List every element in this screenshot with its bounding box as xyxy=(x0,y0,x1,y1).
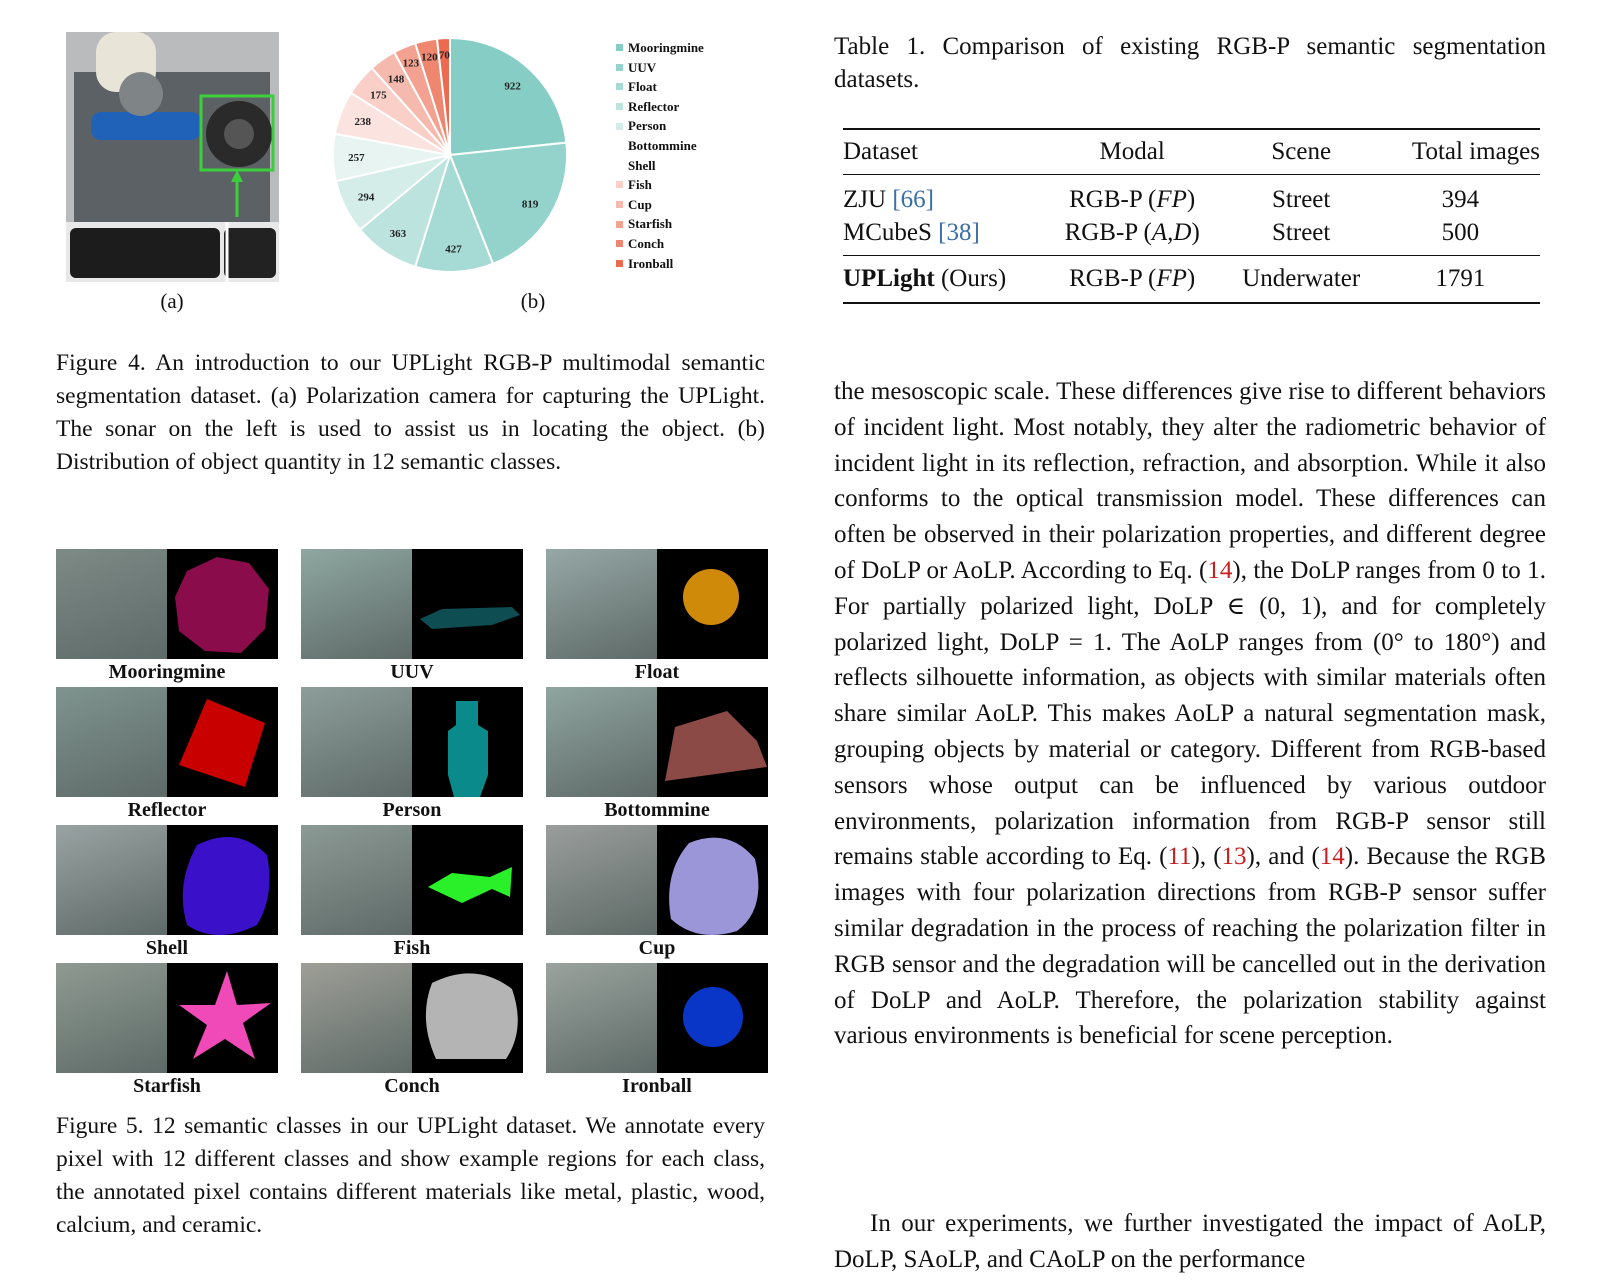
table-row xyxy=(843,256,1540,304)
legend-entry xyxy=(616,38,704,58)
class-example-person xyxy=(301,687,523,797)
underwater-photo xyxy=(301,549,412,659)
legend-swatch xyxy=(616,221,623,228)
dataset-name: UPLight xyxy=(843,265,935,292)
pie-data-label: 120 xyxy=(421,51,438,64)
equation-ref-14[interactable]: 14 xyxy=(1207,556,1233,584)
total-cell: 500 xyxy=(1441,218,1480,246)
underwater-photo xyxy=(301,825,412,935)
segmentation-mask xyxy=(167,825,278,935)
scene-cell: Street xyxy=(1272,218,1331,246)
figure4-sublabel-a: (a) xyxy=(160,289,184,313)
legend-label: Bottommine xyxy=(628,137,697,153)
figure4-sublabel-b: (b) xyxy=(520,289,546,313)
pie-legend xyxy=(616,38,704,273)
class-example-ironball xyxy=(546,963,768,1073)
legend-swatch xyxy=(616,201,623,208)
class-distribution-pie-chart xyxy=(325,30,575,280)
legend-entry xyxy=(616,97,704,117)
class-label: Fish xyxy=(393,937,431,959)
header-scene: Scene xyxy=(1222,129,1381,175)
dataset-cell: UPLight (Ours) xyxy=(843,256,1043,304)
segmentation-mask xyxy=(657,549,768,659)
header-modal: Modal xyxy=(1043,129,1222,175)
dataset-cell xyxy=(843,216,1043,256)
class-example-bottommine xyxy=(546,687,768,797)
legend-label: Conch xyxy=(628,235,665,251)
legend-entry xyxy=(616,234,704,254)
class-label: UUV xyxy=(390,661,434,683)
legend-label: Ironball xyxy=(628,255,674,271)
legend-entry xyxy=(616,156,704,176)
pie-data-label: 427 xyxy=(445,243,462,256)
legend-label: Mooringmine xyxy=(628,40,704,55)
header-dataset: Dataset xyxy=(843,129,1043,175)
class-label: Conch xyxy=(384,1075,440,1097)
class-label: Person xyxy=(382,799,442,821)
class-example-uuv xyxy=(301,549,523,659)
equation-ref-11[interactable]: 11 xyxy=(1167,843,1192,871)
class-example-cup xyxy=(546,825,768,935)
legend-swatch xyxy=(616,162,623,169)
dataset-comparison-table xyxy=(843,128,1540,304)
scene-cell: Street xyxy=(1272,185,1331,213)
legend-swatch xyxy=(616,44,623,51)
underwater-photo xyxy=(56,549,167,659)
scene-cell: Underwater xyxy=(1222,256,1381,304)
legend-label: Shell xyxy=(628,157,656,173)
equation-ref-14b[interactable]: 14 xyxy=(1319,843,1345,871)
figure5-caption: Figure 5. 12 semantic classes in our UPLight dataset. We annotate every pixel with 12 different classes and show example regions for each class, the annotated pixel contains different materials like metal, plastic, wood, calcium, and ceramic. xyxy=(56,1113,765,1238)
segmentation-mask xyxy=(657,687,768,797)
legend-entry xyxy=(616,195,704,215)
underwater-photo xyxy=(546,963,657,1073)
legend-swatch xyxy=(616,103,623,110)
legend-swatch xyxy=(616,240,623,247)
class-example-conch xyxy=(301,963,523,1073)
legend-entry xyxy=(616,175,704,195)
underwater-photo xyxy=(301,963,412,1073)
legend-swatch xyxy=(616,181,623,188)
table1-caption: Table 1. Comparison of existing RGB-P semantic segmentation datasets. xyxy=(834,33,1546,93)
modal-cell: RGB-P (A,D) xyxy=(1064,218,1200,246)
class-example-float xyxy=(546,549,768,659)
legend-swatch xyxy=(616,83,623,90)
polarization-camera-photo xyxy=(66,32,279,282)
pie-data-label: 819 xyxy=(521,198,539,211)
legend-entry xyxy=(616,58,704,78)
pie-data-label: 70 xyxy=(438,49,450,62)
modal-cell: RGB-P (FP) xyxy=(1069,185,1196,213)
legend-entry xyxy=(616,136,704,156)
class-label: Mooringmine xyxy=(108,661,226,683)
figure4-caption: Figure 4. An introduction to our UPLight RGB-P multimodal semantic segmentation dataset. (a) Polarization camera for capturing the UPLight. The sonar on the left is used to assist us in locating the object. (b) Distribution of object quantity in 12 semantic classes. xyxy=(56,350,765,475)
legend-entry xyxy=(616,214,704,234)
pie-data-label: 922 xyxy=(504,80,521,93)
underwater-photo xyxy=(546,687,657,797)
underwater-photo xyxy=(546,825,657,935)
legend-swatch xyxy=(616,123,623,130)
underwater-photo xyxy=(56,825,167,935)
segmentation-mask xyxy=(412,825,523,935)
table-header-row xyxy=(843,129,1540,175)
legend-label: UUV xyxy=(628,59,657,75)
citation-link[interactable]: [38] xyxy=(938,218,980,246)
class-example-shell xyxy=(56,825,278,935)
dataset-name: MCubeS xyxy=(843,218,932,246)
segmentation-mask xyxy=(412,549,523,659)
pie-data-label: 175 xyxy=(370,89,387,102)
underwater-photo xyxy=(301,687,412,797)
segmentation-mask xyxy=(657,825,768,935)
total-cell: 394 xyxy=(1441,185,1480,213)
legend-swatch xyxy=(616,64,623,71)
dataset-cell xyxy=(843,175,1043,217)
legend-label: Reflector xyxy=(628,98,680,114)
underwater-photo xyxy=(56,687,167,797)
segmentation-mask xyxy=(167,687,278,797)
class-example-mooringmine xyxy=(56,549,278,659)
class-example-starfish xyxy=(56,963,278,1073)
legend-entry xyxy=(616,77,704,97)
legend-entry xyxy=(616,116,704,136)
pie-slice-mooringmine xyxy=(450,38,566,155)
legend-label: Starfish xyxy=(628,216,673,232)
class-label: Float xyxy=(634,661,680,683)
pie-data-label: 257 xyxy=(348,152,365,165)
class-label: Cup xyxy=(638,937,676,959)
header-total-images: Total images xyxy=(1381,129,1540,175)
underwater-photo xyxy=(56,963,167,1073)
modal-cell: RGB-P (FP) xyxy=(1043,256,1222,304)
segmentation-mask xyxy=(412,963,523,1073)
pie-data-label: 238 xyxy=(354,116,372,129)
pie-data-label: 123 xyxy=(402,57,420,70)
legend-swatch xyxy=(616,260,623,267)
segmentation-mask xyxy=(412,687,523,797)
class-label: Shell xyxy=(145,937,189,959)
dataset-name: ZJU xyxy=(843,185,887,213)
segmentation-mask xyxy=(167,549,278,659)
legend-label: Float xyxy=(628,79,657,95)
class-example-fish xyxy=(301,825,523,935)
legend-label: Cup xyxy=(628,196,652,212)
pie-data-label: 294 xyxy=(357,191,375,204)
underwater-photo xyxy=(546,549,657,659)
camera-photo-illustration xyxy=(66,32,279,282)
total-cell: 1791 xyxy=(1381,256,1540,304)
segmentation-mask xyxy=(657,963,768,1073)
class-label: Reflector xyxy=(127,799,207,821)
citation-link[interactable]: [66] xyxy=(892,185,934,213)
body-paragraph-1: the mesoscopic scale. These differences give rise to different behaviors of incident light. Most notably, they alter the radiometric behavior of incident light in its reflection, refraction, and absorption. While it also conforms to the optical transmission model. These differences can often be observed in their polarization properties, and different degree of DoLP or AoLP. According to Eq. (14), the DoLP ranges from 0 to 1. For partially polarized light, DoLP ∈ (0, 1), and for completely polarized light, DoLP = 1. The AoLP ranges from (0° to 180°) and reflects silhouette information, as objects with similar materials often share similar AoLP. This makes AoLP a natural segmentation mask, grouping objects by material or category. Different from RGB-based sensors whose output can be influenced by various outdoor environments, polarization information from RGB-P sensor still remains stable according to Eq. (11), (13), and (14). Because the RGB images with four polarization directions from RGB-P sensor suffer similar degradation in the process of reaching the polarization filter in RGB sensor and the degradation will be cancelled out in the derivation of DoLP and AoLP. Therefore, the polarization stability against various environments is beneficial for scene perception. xyxy=(834,378,1546,1050)
legend-label: Person xyxy=(628,118,667,134)
table-row xyxy=(843,216,1540,256)
table-row xyxy=(843,175,1540,217)
class-label: Bottommine xyxy=(604,799,710,821)
class-example-reflector xyxy=(56,687,278,797)
segmentation-mask xyxy=(167,963,278,1073)
equation-ref-13[interactable]: 13 xyxy=(1221,843,1247,871)
legend-label: Fish xyxy=(628,177,652,193)
class-label: Starfish xyxy=(133,1075,201,1097)
class-label: Ironball xyxy=(622,1075,692,1097)
pie-data-label: 363 xyxy=(389,227,407,240)
body-paragraph-2: In our experiments, we further investigated the impact of AoLP, DoLP, SAoLP, and CAoLP on the performance xyxy=(834,1210,1546,1273)
legend-entry xyxy=(616,254,704,274)
legend-swatch xyxy=(616,142,623,149)
pie-data-label: 148 xyxy=(387,73,405,86)
